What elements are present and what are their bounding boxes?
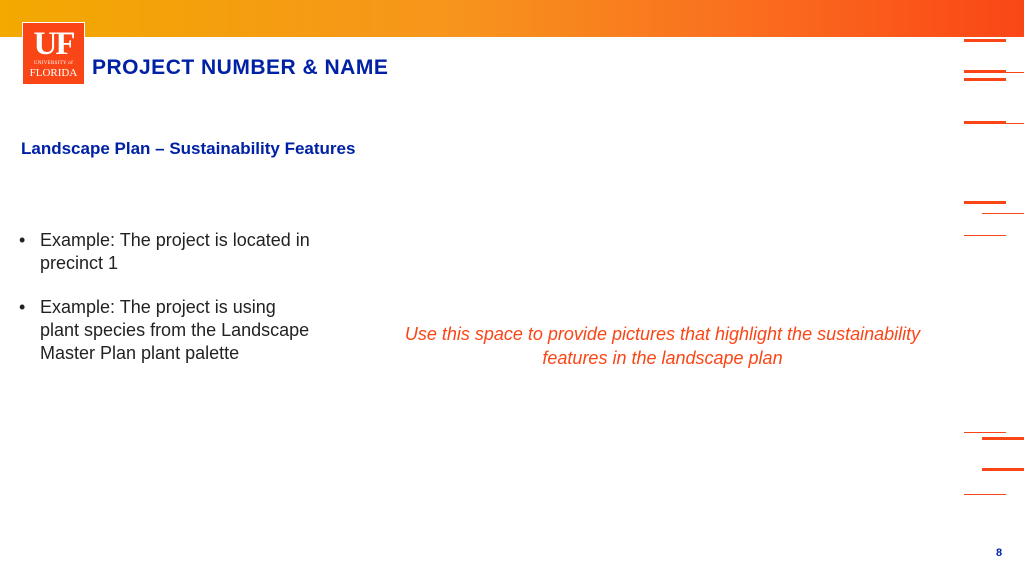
decorative-line [964,201,1006,204]
slide-subtitle: Landscape Plan – Sustainability Features [21,139,356,158]
uf-logo [22,22,85,85]
decorative-line [964,432,1006,433]
page-number: 8 [996,547,1003,559]
bullet-item [18,296,318,365]
decorative-line [982,72,1024,73]
decorative-line [964,39,1006,42]
bullet-dot-icon: • [19,297,26,317]
logo-name: FLORIDA [29,67,78,79]
decorative-line [982,123,1024,124]
logo-mark: UF [33,26,74,62]
bullet-text: Example: The project is using plant species from the Landscape Master Plan plant palette [40,297,310,363]
decorative-line [964,494,1006,495]
bullet-item [18,229,318,275]
decorative-line [964,78,1006,81]
decorative-line [982,213,1024,214]
logo-subtext: UNIVERSITY of [33,61,74,66]
decorative-line [964,235,1006,236]
bullet-text: Example: The project is located in precinct 1 [40,230,310,273]
bullet-list [18,229,318,386]
image-placeholder-text: Use this space to provide pictures that highlight the sustainability features in the landscape plan [404,324,921,368]
top-gradient-band [0,0,1024,37]
header-title: PROJECT NUMBER & NAME [92,56,389,79]
decorative-line [982,437,1024,440]
decorative-line [982,468,1024,471]
bullet-dot-icon: • [19,230,26,250]
